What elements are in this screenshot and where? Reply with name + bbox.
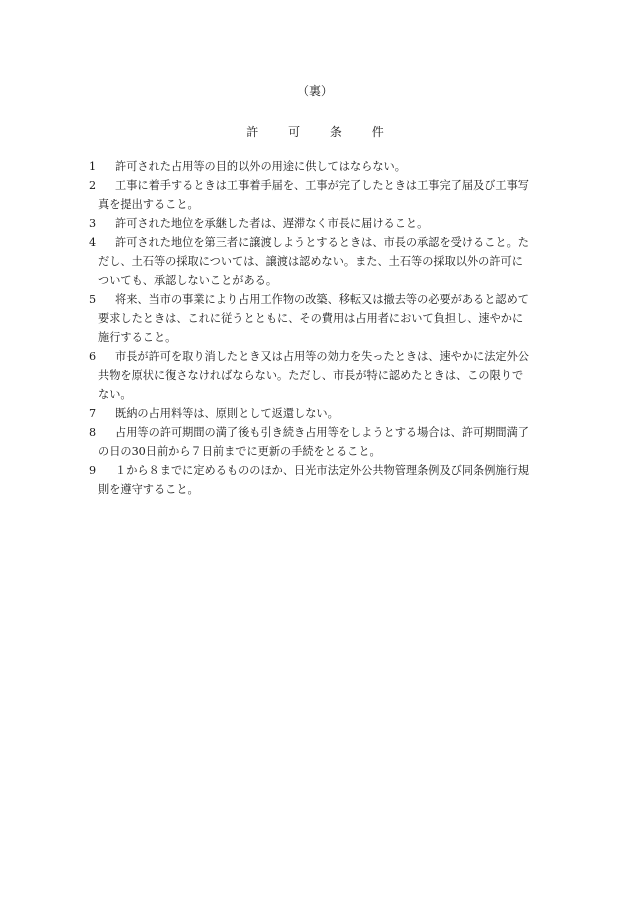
condition-line: 将来、当市の事業により占用工作物の改築、移転又は撤去等の必要があると認めて bbox=[115, 293, 529, 306]
condition-item bbox=[89, 214, 559, 233]
condition-line: 真を提出すること。 bbox=[98, 198, 199, 211]
condition-item bbox=[89, 461, 559, 499]
condition-item bbox=[89, 347, 559, 404]
condition-line: 則を遵守すること。 bbox=[98, 483, 199, 496]
condition-line: 要求したときは、これに従うとともに、その費用は占用者において負担し、速やかに bbox=[98, 312, 524, 325]
condition-text bbox=[98, 290, 559, 347]
condition-line: 工事に着手するときは工事着手届を、工事が完了したときは工事完了届及び工事写 bbox=[115, 179, 529, 192]
condition-line: ついても、承認しないことがある。 bbox=[98, 274, 278, 287]
condition-text bbox=[115, 214, 559, 233]
condition-item bbox=[89, 176, 559, 214]
heading-char: 件 bbox=[371, 125, 384, 139]
heading-char: 許 bbox=[246, 125, 259, 139]
conditions-list bbox=[89, 157, 559, 499]
condition-number: 5 bbox=[89, 293, 97, 306]
condition-line: 許可された地位を承継した者は、遅滞なく市長に届けること。 bbox=[115, 217, 429, 230]
condition-text bbox=[98, 233, 559, 290]
condition-line: 許可された占用等の目的以外の用途に供してはならない。 bbox=[115, 160, 406, 173]
condition-item bbox=[89, 423, 559, 461]
condition-text bbox=[98, 461, 559, 499]
condition-line: 市長が許可を取り消したとき又は占用等の効力を失ったときは、速やかに法定外公 bbox=[115, 350, 529, 363]
condition-number: 1 bbox=[89, 160, 97, 173]
condition-text bbox=[98, 423, 559, 461]
condition-number: 9 bbox=[89, 464, 97, 477]
condition-line: 共物を原状に復さなければならない。ただし、市長が特に認めたときは、この限りで bbox=[98, 369, 524, 382]
condition-number: 3 bbox=[89, 217, 97, 230]
condition-line: ない。 bbox=[98, 388, 132, 401]
condition-item bbox=[89, 157, 559, 176]
condition-text bbox=[98, 347, 559, 404]
condition-item bbox=[89, 290, 559, 347]
condition-item bbox=[89, 404, 559, 423]
condition-number: 7 bbox=[89, 407, 97, 420]
condition-text bbox=[115, 404, 559, 423]
condition-line: だし、土石等の採取については、譲渡は認めない。また、土石等の採取以外の許可に bbox=[98, 255, 523, 268]
condition-text bbox=[115, 157, 559, 176]
heading-char: 条 bbox=[329, 125, 342, 139]
condition-number: 2 bbox=[89, 179, 97, 192]
condition-line: 施行すること。 bbox=[98, 331, 177, 344]
condition-line: １から８までに定めるもののほか、日光市法定外公共物管理条例及び同条例施行規 bbox=[115, 464, 529, 477]
condition-line: の日の30日前から７日前までに更新の手続をとること。 bbox=[98, 445, 381, 458]
conditions-heading bbox=[0, 123, 630, 140]
condition-line: 許可された地位を第三者に譲渡しようとするときは、市長の承認を受けること。た bbox=[115, 236, 529, 249]
condition-number: 4 bbox=[89, 236, 97, 249]
page-side-label: （裏） bbox=[296, 84, 333, 98]
condition-line: 既納の占用料等は、原則として返還しない。 bbox=[115, 407, 339, 420]
condition-number: 6 bbox=[89, 350, 97, 363]
condition-line: 占用等の許可期間の満了後も引き続き占用等をしようとする場合は、許可期間満了 bbox=[115, 426, 529, 439]
condition-item bbox=[89, 233, 559, 290]
condition-number: 8 bbox=[89, 426, 97, 439]
heading-char: 可 bbox=[288, 125, 301, 139]
condition-text bbox=[98, 176, 559, 214]
